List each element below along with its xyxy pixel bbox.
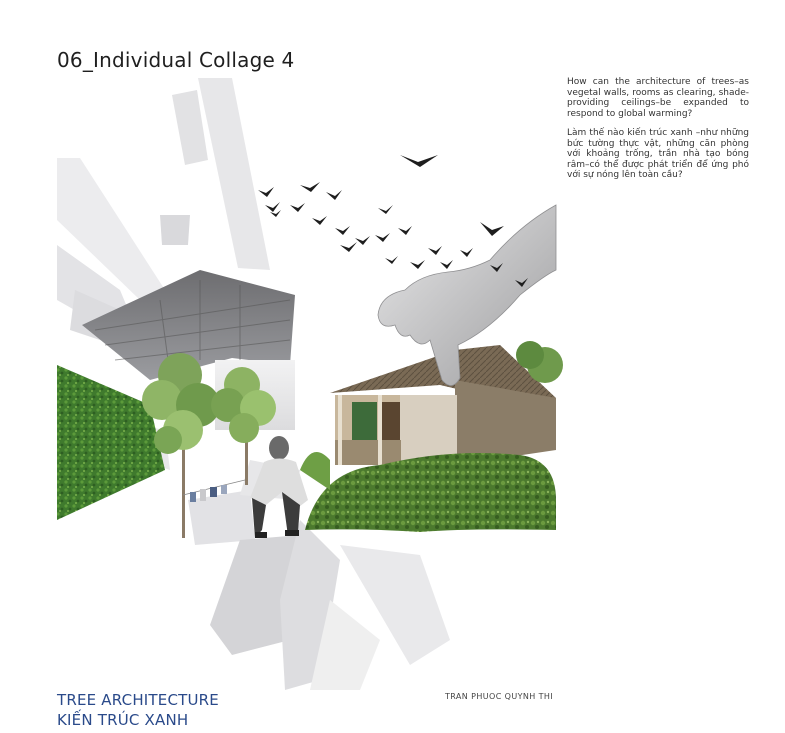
project-title xyxy=(57,690,219,730)
project-title-english: TREE ARCHITECTURE xyxy=(57,691,219,709)
question-vietnamese: Làm thế nào kiến trúc xanh –như những bức tường thực vật, những căn phòng với khoảng trống, trần nhà tạo bóng râm–có thể được phát triển để ứng phó với sự nóng lên toàn cầu? xyxy=(567,128,749,180)
crouching-man xyxy=(250,436,308,538)
question-english: How can the architecture of trees–as vegetal walls, rooms as clearing, shade-providing ceilings–be expanded to respond to global warming? xyxy=(567,77,749,119)
page-title: 06_Individual Collage 4 xyxy=(57,48,295,72)
author-name: TRAN PHUOC QUYNH THI xyxy=(445,692,554,701)
project-title-vietnamese: KIẾN TRÚC XANH xyxy=(57,711,189,729)
